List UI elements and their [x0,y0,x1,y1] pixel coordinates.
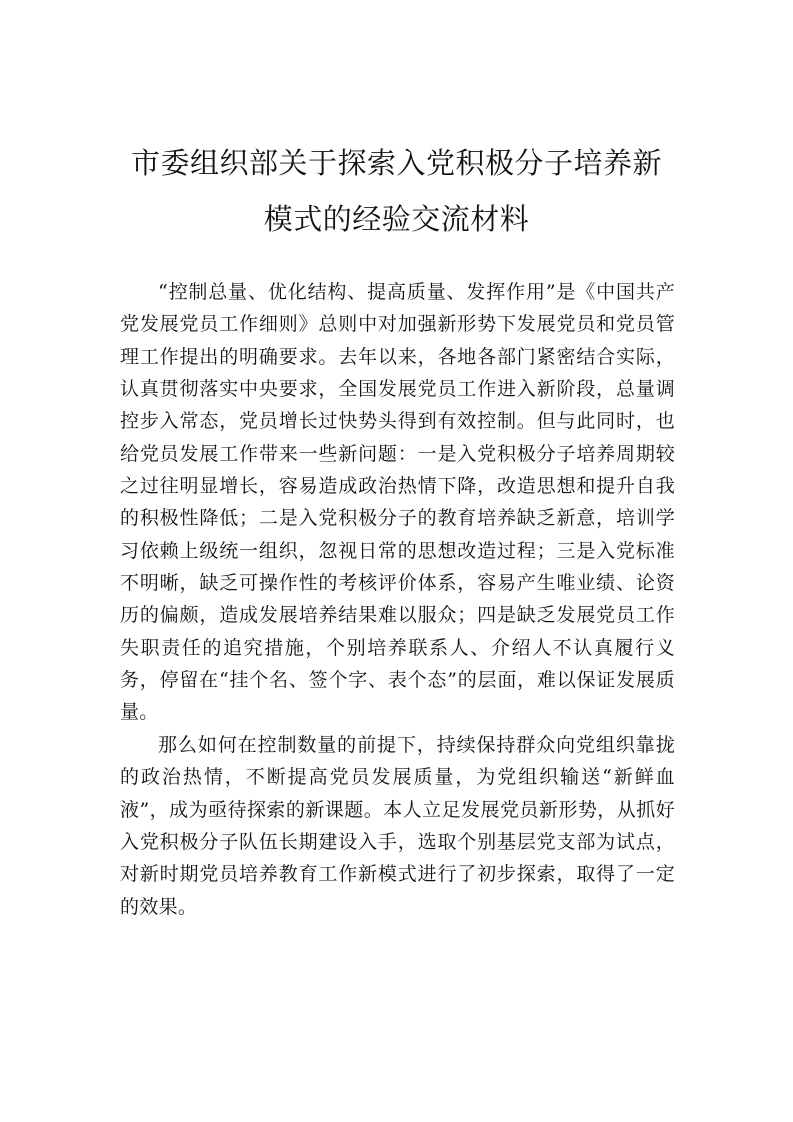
title-line-2: 模式的经验交流材料 [263,202,530,236]
document-title [110,135,683,247]
paragraph-2: 那么如何在控制数量的前提下，持续保持群众向党组织靠拢的政治热情，不断提高党员发展质量，为党组织输送“新鲜血液”，成为亟待探索的新课题。本人立足发展党员新形势，从抓好入党积极分子队伍长期建设入手，选取个别基层党支部为试点，对新时期党员培养教育工作新模式进行了初步探索，取得了一定的效果。 [120,733,675,918]
document-body [120,276,675,923]
title-line-1: 市委组织部关于探索入党积极分子培养新 [130,146,662,180]
paragraph-1: “控制总量、优化结构、提高质量、发挥作用”是《中国共产党发展党员工作细则》总则中对加强新形势下发展党员和党员管理工作提出的明确要求。去年以来，各地各部门紧密结合实际，认真贯彻落实中央要求，全国发展党员工作进入新阶段，总量调控步入常态，党员增长过快势头得到有效控制。但与此同时，也给党员发展工作带来一些新问题：一是入党积极分子培养周期较之过往明显增长，容易造成政治热情下降，改造思想和提升自我的积极性降低；二是入党积极分子的教育培养缺乏新意，培训学习依赖上级统一组织，忽视日常的思想改造过程；三是入党标准不明晰，缺乏可操作性的考核评价体系，容易产生唯业绩、论资历的偏颇，造成发展培养结果难以服众；四是缺乏发展党员工作失职责任的追究措施，个别培养联系人、介绍人不认真履行义务，停留在“挂个名、签个字、表个态”的层面，难以保证发展质量。 [120,281,675,724]
